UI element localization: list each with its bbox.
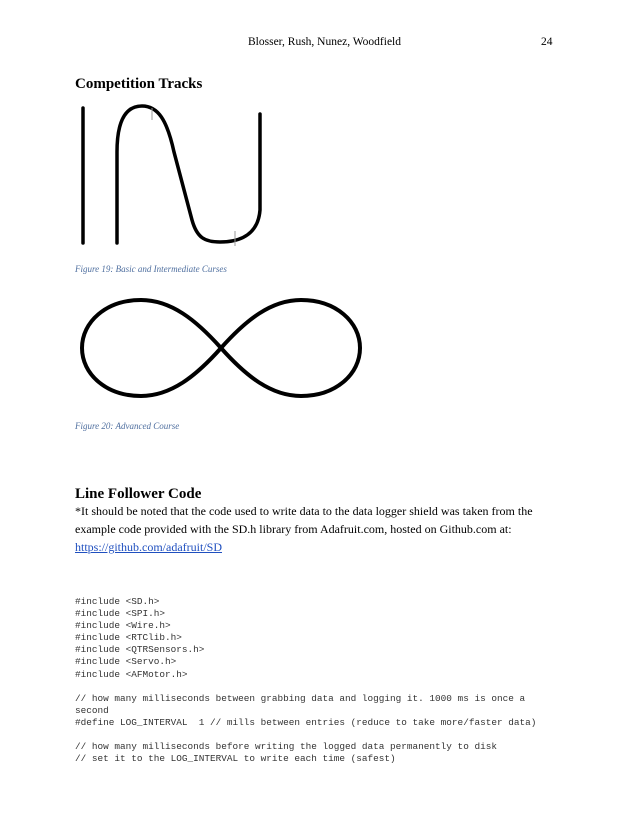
github-link[interactable]: https://github.com/adafruit/SD — [75, 540, 222, 554]
s-curve-track — [117, 106, 260, 243]
code-line: // how many milliseconds between grabbing data and logging it. 1000 ms is once a — [75, 692, 526, 704]
code-block — [75, 596, 565, 765]
code-line: #include <Servo.h> — [75, 656, 177, 668]
page-number: 24 — [541, 36, 553, 48]
code-line: #include <SPI.h> — [75, 608, 166, 620]
code-line: #include <SD.h> — [75, 596, 160, 607]
code-line: second — [75, 704, 109, 716]
code-line: #include <AFMotor.h> — [75, 668, 188, 680]
figure-20-caption: Figure 20: Advanced Course — [75, 421, 180, 431]
section-title-line-follower-code: Line Follower Code — [75, 486, 202, 502]
figure-eight-track — [82, 300, 360, 396]
code-line: // how many milliseconds before writing the logged data permanently to disk — [75, 741, 497, 753]
code-line: #include <RTClib.h> — [75, 632, 182, 644]
code-line: #define LOG_INTERVAL 1 // mills between entries (reduce to take more/faster data) — [75, 716, 537, 728]
figure-19-track-diagram — [70, 100, 270, 250]
code-line: // set it to the LOG_INTERVAL to write each time (safest) — [75, 753, 396, 765]
code-source-note: *It should be noted that the code used to write data to the data logger shield was taken from the example code provided with the SD.h library from Adafruit.com, hosted on Github.com at: — [75, 504, 533, 536]
code-line — [75, 681, 565, 693]
code-line: #include <Wire.h> — [75, 620, 171, 632]
figure-20-track-diagram — [76, 290, 366, 410]
figure-19-caption: Figure 19: Basic and Intermediate Curses — [75, 264, 227, 274]
code-line — [75, 729, 565, 741]
header-authors: Blosser, Rush, Nunez, Woodfield — [248, 36, 401, 48]
section-title-competition-tracks: Competition Tracks — [75, 76, 203, 92]
code-line: #include <QTRSensors.h> — [75, 644, 205, 656]
